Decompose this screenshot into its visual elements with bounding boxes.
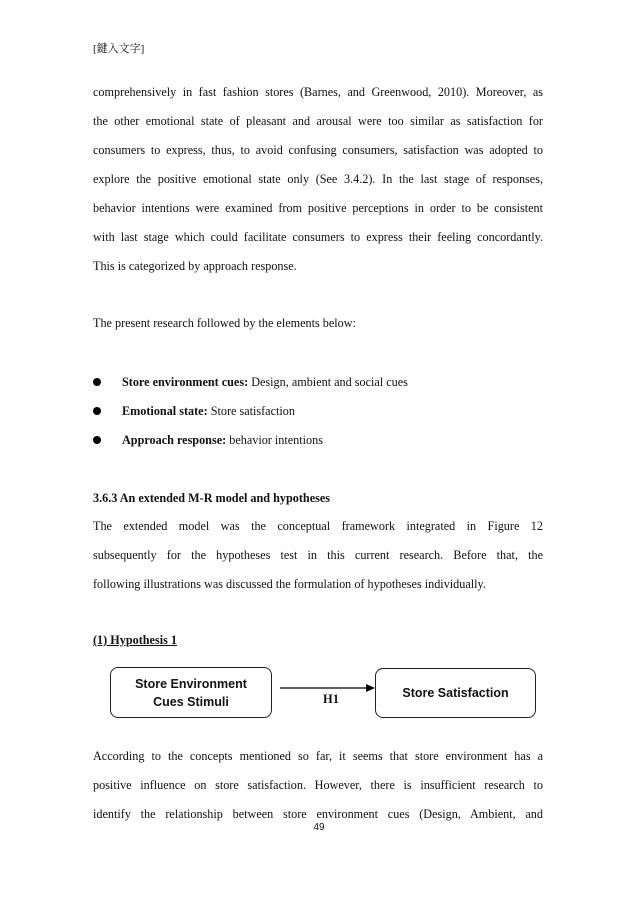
paragraph-1 — [93, 78, 543, 281]
page-number: 49 — [313, 822, 325, 833]
paragraph-3 — [93, 512, 543, 599]
text-line: comprehensively in fast fashion stores (Barnes, and Greenwood, 2010). Moreover, as — [93, 85, 543, 99]
section-heading: 3.6.3 An extended M-R model and hypotheses — [93, 491, 330, 505]
text-line: The extended model was the conceptual framework integrated in Figure 12 — [93, 519, 543, 533]
text-line: behavior intentions were examined from positive perceptions in order to be consistent — [93, 201, 543, 215]
paragraph-4 — [93, 742, 543, 829]
text-line: the other emotional state of pleasant and arousal were too similar as satisfaction for — [93, 114, 543, 128]
bullet-text: Store satisfaction — [207, 404, 295, 418]
page-header: [鍵入文字] — [93, 43, 145, 55]
store-satisfaction-box — [375, 668, 536, 718]
box-line: Store Environment — [135, 676, 247, 691]
paragraph-2 — [93, 309, 543, 338]
store-environment-box — [110, 667, 272, 718]
bullet-text: Design, ambient and social cues — [248, 375, 408, 389]
text-line: This is categorized by approach response. — [93, 259, 297, 273]
text-line: The present research followed by the elements below: — [93, 316, 356, 330]
box-line: Cues Stimuli — [153, 694, 229, 709]
bullet-label: Emotional state: — [122, 404, 208, 418]
bullet-dot-icon — [93, 407, 101, 415]
bullet-label: Approach response: — [122, 433, 227, 447]
text-line: consumers to express, thus, to avoid confusing consumers, satisfaction was adopted to — [93, 143, 543, 157]
text-line: According to the concepts mentioned so far, it seems that store environment has a — [93, 749, 543, 763]
box-line: Store Satisfaction — [402, 686, 509, 700]
text-line: identify the relationship between store environment cues (Design, Ambient, and — [93, 807, 543, 821]
arrow-label: H1 — [323, 692, 339, 706]
text-line: explore the positive emotional state only (See 3.4.2). In the last stage of responses, — [93, 172, 543, 186]
text-line: subsequently for the hypotheses test in this current research. Before that, the — [93, 548, 543, 562]
bullet-text: behavior intentions — [226, 433, 323, 447]
text-line: with last stage which could facilitate consumers to express their feeling concordantly. — [93, 230, 543, 244]
hypothesis-heading: (1) Hypothesis 1 — [93, 633, 177, 647]
bullet-dot-icon — [93, 436, 101, 444]
bullet-label: Store environment cues: — [122, 375, 249, 389]
bullet-dot-icon — [93, 378, 101, 386]
text-line: positive influence on store satisfaction. However, there is insufficient research to — [93, 778, 543, 792]
text-line: following illustrations was discussed the formulation of hypotheses individually. — [93, 577, 486, 591]
